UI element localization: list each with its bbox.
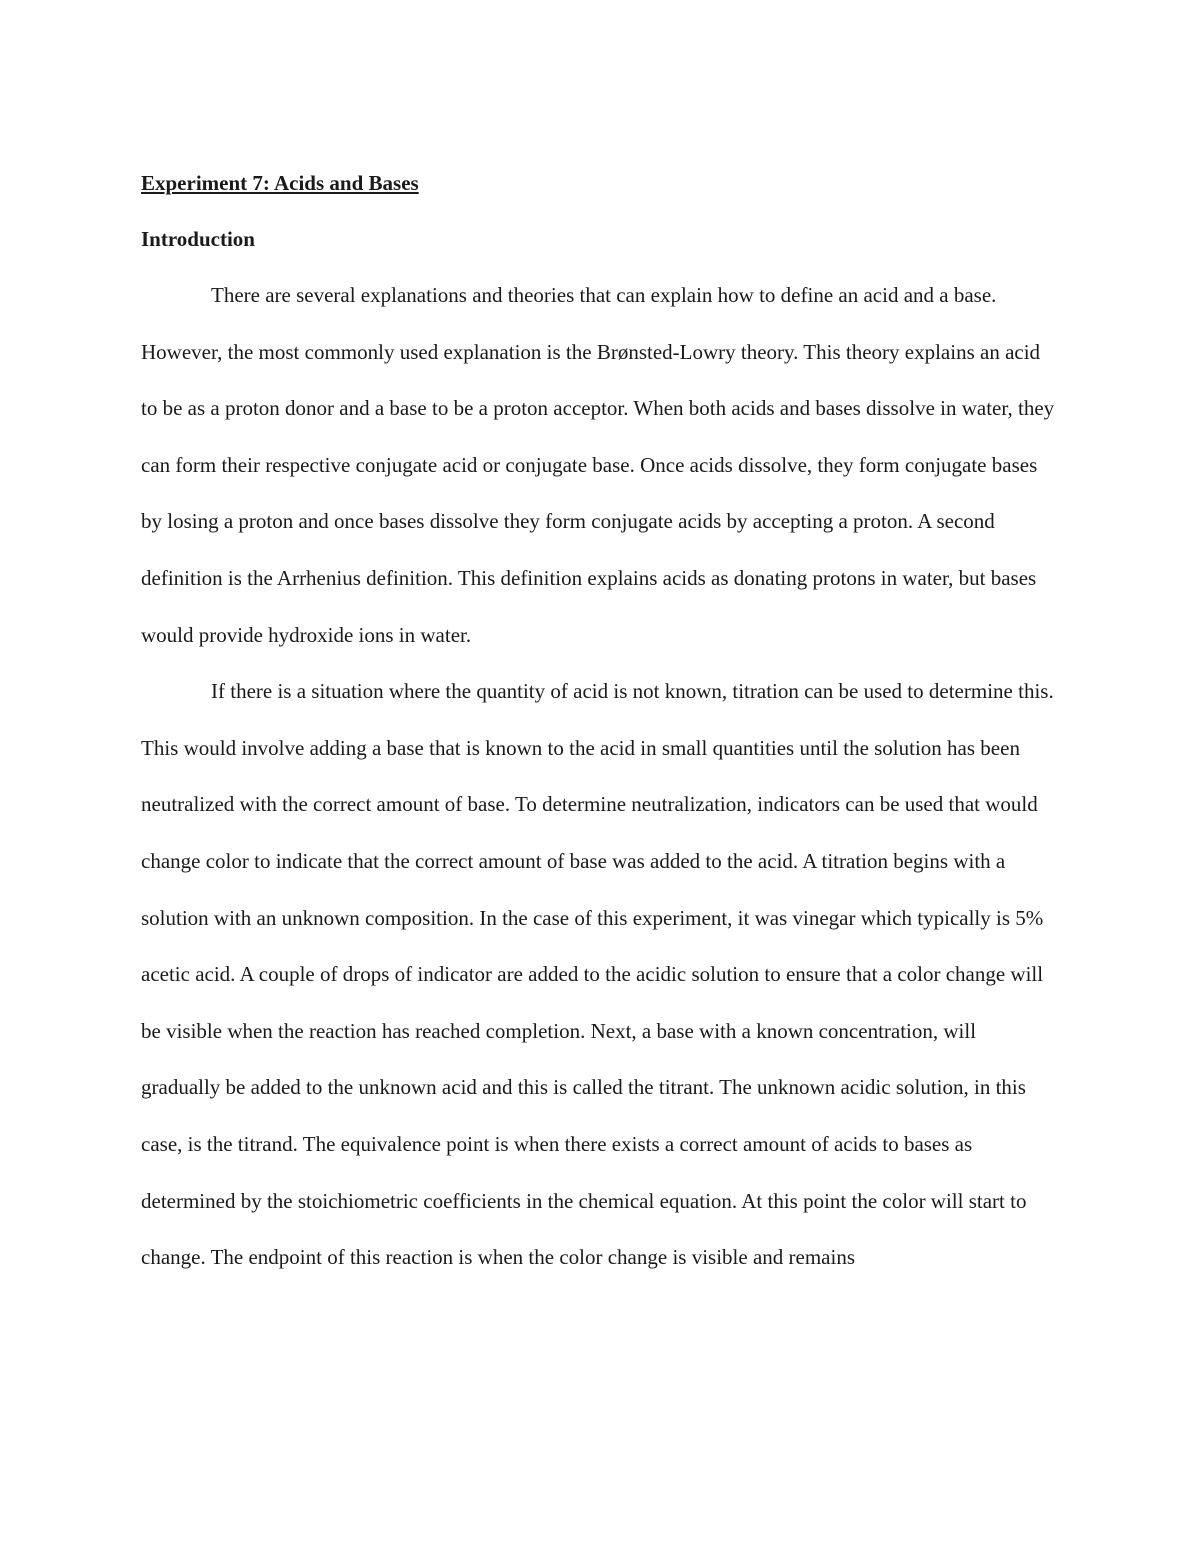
document-body [141, 166, 1059, 1286]
paragraph-definitions: There are several explanations and theories that can explain how to define an acid and a base. However, the most commonly used explanation is the Brønsted-Lowry theory. This theory explains an acid to be as a proton donor and a base to be a proton acceptor. When both acids and bases dissolve in water, they can form their respective conjugate acid or conjugate base. Once acids dissolve, they form conjugate bases by losing a proton and once bases dissolve they form conjugate acids by accepting a proton. A second definition is the Arrhenius definition. This definition explains acids as donating protons in water, but bases would provide hydroxide ions in water. [141, 283, 1055, 647]
paragraph-titration: If there is a situation where the quantity of acid is not known, titration can be used to determine this. This would involve adding a base that is known to the acid in small quantities until the solution has been neutralized with the correct amount of base. To determine neutralization, indicators can be used that would change color to indicate that the correct amount of base was added to the acid. A titration begins with a solution with an unknown composition. In the case of this experiment, it was vinegar which typically is 5% acetic acid. A couple of drops of indicator are added to the acidic solution to ensure that a color change will be visible when the reaction has reached completion. Next, a base with a known concentration, will gradually be added to the unknown acid and this is called the titrant. The unknown acidic solution, in this case, is the titrand. The equivalence point is when there exists a correct amount of acids to bases as determined by the stoichiometric coefficients in the chemical equation. At this point the color will start to change. The endpoint of this reaction is when the color change is visible and remains [141, 679, 1054, 1270]
document-title: Experiment 7: Acids and Bases [141, 171, 419, 195]
section-heading-introduction: Introduction [141, 227, 255, 251]
